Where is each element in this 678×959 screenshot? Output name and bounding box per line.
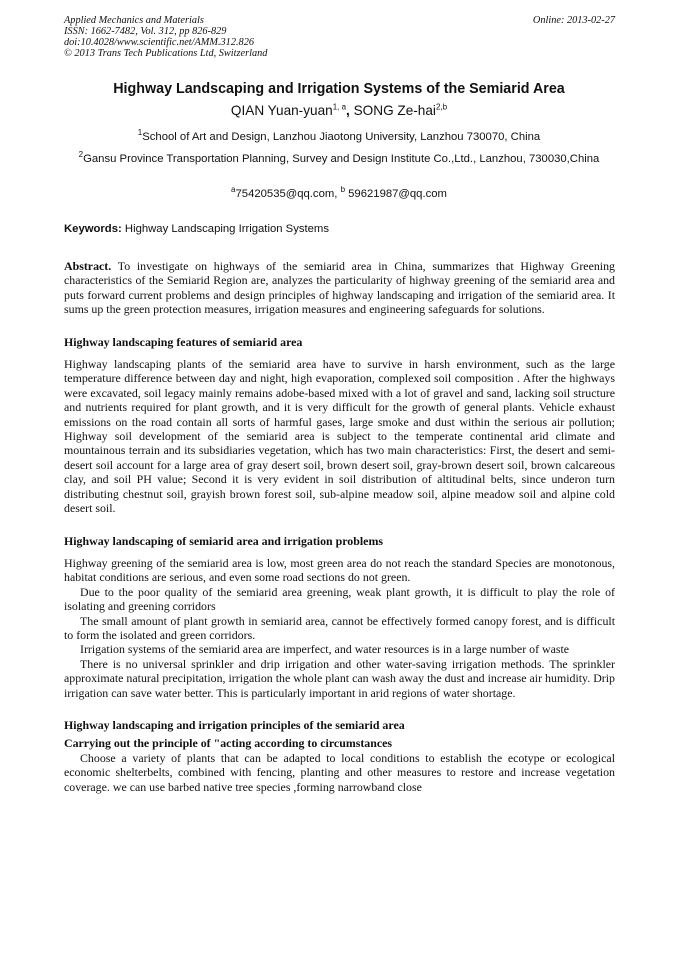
paragraph: There is no universal sprinkler and drip irrigation and other water-saving irrigation methods. The sprinkler approximate natural precipitation, irrigation the whole plant can wash away the dust and increase air humidity. Drip irrigation can save water better. This is particularly important in arid regions of water shortage. — [64, 656, 615, 700]
keywords-label: Keywords: — [64, 223, 122, 235]
paper-title: Highway Landscaping and Irrigation Systems of the Semiarid Area — [113, 81, 565, 97]
abstract — [64, 259, 615, 317]
keywords — [64, 223, 615, 235]
paper-body — [64, 259, 615, 794]
affiliation-1 — [70, 130, 608, 145]
email-line — [40, 185, 638, 200]
email-mark: b — [340, 185, 346, 195]
author-name: SONG Ze-hai — [353, 103, 436, 118]
affiliation-number: 1 — [137, 128, 143, 138]
affiliation-2 — [70, 152, 608, 167]
paragraph: Due to the poor quality of the semiarid area greening, weak plant growth, it is difficult to play the role of isolating and greening corridors — [64, 584, 615, 614]
author-line — [40, 103, 638, 118]
section-heading: Highway landscaping and irrigation principles of the semiarid area — [64, 717, 405, 732]
email-address[interactable]: 59621987@qq.com — [345, 188, 447, 200]
paragraph: Highway landscaping plants of the semiarid area have to survive in harsh environment, such as the large temperature difference between day and night, high evaporation, complexed soil composition . After the highways were excavated, soil legacy mainly remains adobe-based mixed with a lot of gravel and sand, lacking soil structure and nutrients required for plant growth, and it is very difficult for the growth of general plants. Vehicle exhaust emissions on the road contain all sorts of harmful gases, large smoke and dust within the serious air pollution; Highway soil development of the semiarid area is subject to the temperate continental arid climate and mountainous terrain and its subsidiaries vegetation, which has two main characteristics: First, the desert and semi-desert soil account for a large area of gray desert soil, brown desert soil, gray-brown desert soil, brown calcareous clay, and soil PH value; Second it is very evident in soil distribution of altitudinal belts, since underon turn distributing chestnut soil, grayish brown forest soil, sub-alpine meadow soil, alpine meadow soil and alpine cold desert soil. — [64, 357, 615, 516]
author-name: QIAN Yuan-yuan — [230, 103, 333, 118]
keywords-text: Highway Landscaping Irrigation Systems — [121, 223, 329, 235]
subsection-heading: Carrying out the principle of "acting according to circumstances — [64, 736, 393, 751]
doi-line: doi:10.4028/www.scientific.net/AMM.312.826 — [64, 37, 254, 48]
section-heading: Highway landscaping of semiarid area and irrigation problems — [64, 533, 383, 548]
author-affiliation-mark: 1, a — [332, 102, 347, 112]
affiliation-number: 2 — [78, 150, 84, 160]
online-date: Online: 2013-02-27 — [532, 15, 615, 26]
affiliation-text: School of Art and Design, Lanzhou Jiaotong University, Lanzhou 730070, China — [142, 131, 541, 143]
paragraph: The small amount of plant growth in semiarid area, cannot be effectively formed canopy forest, and is difficult to form the isolated and green corridors. — [64, 613, 615, 642]
copyright-line: © 2013 Trans Tech Publications Ltd, Switzerland — [64, 48, 268, 59]
paragraph: Choose a variety of plants that can be adapted to local conditions to establish the ecotype or ecological economic shelterbelts, combined with fencing, planting and other measures to restore and increase vegetation coverage. we can use barbed native tree species ,forming narrowband close — [64, 750, 615, 794]
affiliation-text: Gansu Province Transportation Planning, Survey and Design Institute Co.,Ltd., Lanzhou, 730030,China — [83, 153, 600, 165]
email-address[interactable]: 75420535@qq.com, — [235, 188, 341, 200]
journal-name: Applied Mechanics and Materials — [64, 15, 204, 26]
paragraph: Irrigation systems of the semiarid area are imperfect, and water resources is in a large number of waste — [80, 642, 570, 657]
abstract-text: To investigate on highways of the semiarid area in China, summarizes that Highway Greening characteristics of the Semiarid Region are, analyzes the particularity of highway greening of the semiarid area and puts forward current problems and design principles of highway landscaping and irrigation of the semiarid area. It sums up the green protection measures, irrigation measures and engineering safeguards for solutions. — [64, 259, 615, 317]
email-mark: a — [231, 185, 236, 195]
publication-header — [64, 15, 615, 59]
author-affiliation-mark: 2,b — [435, 102, 448, 112]
section-heading: Highway landscaping features of semiarid area — [64, 334, 303, 349]
author-separator: , — [346, 103, 354, 118]
issn-line: ISSN: 1662-7482, Vol. 312, pp 826-829 — [64, 26, 227, 37]
abstract-label: Abstract. — [64, 259, 112, 273]
paragraph: Highway greening of the semiarid area is low, most green area do not reach the standard Species are monotonous, habitat conditions are serious, and even some road sections do not green. — [64, 555, 615, 585]
